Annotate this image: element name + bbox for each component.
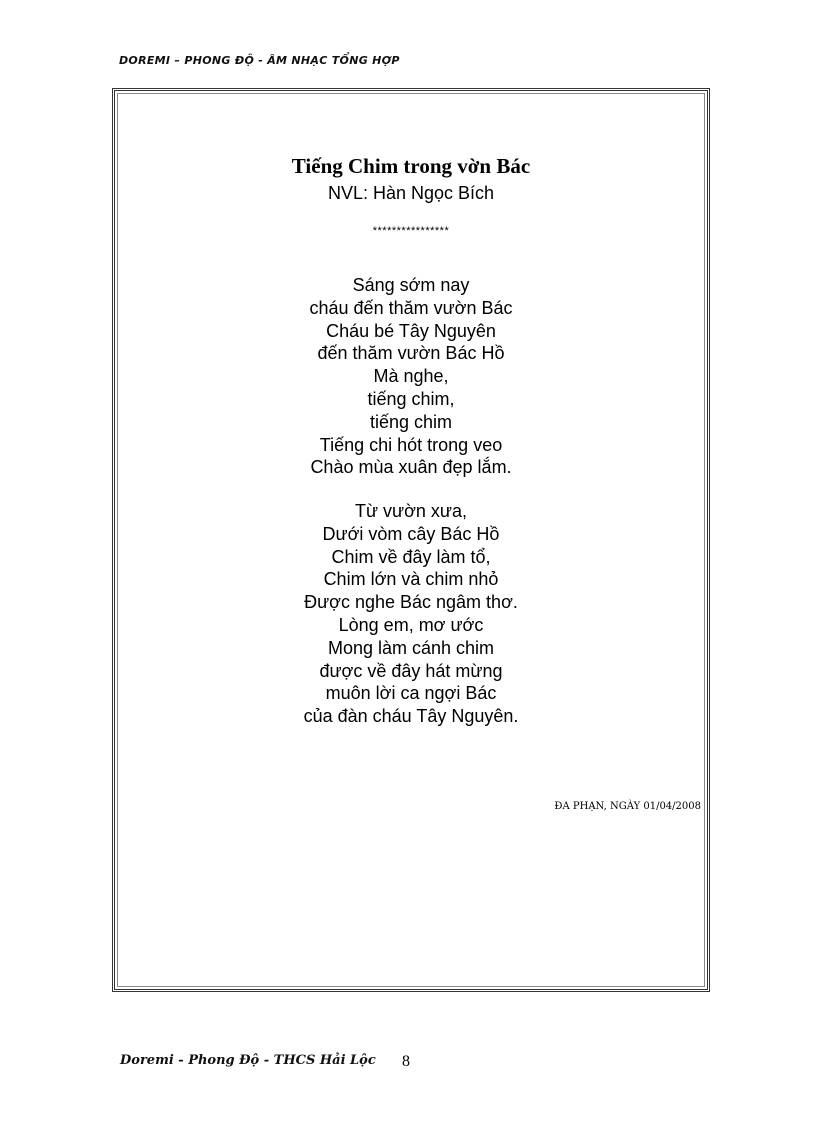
lyric-line: của đàn cháu Tây Nguyên. — [303, 706, 519, 727]
content-frame — [112, 88, 710, 992]
lyric-line: Sáng sớm nay — [352, 275, 470, 295]
lyric-line: được về đây hát mừng — [319, 660, 503, 681]
stanza-1 — [115, 274, 707, 479]
lyric-line: đến thăm vườn Bác Hồ — [317, 343, 505, 364]
lyric-line: Mong làm cánh chim — [327, 637, 495, 658]
page-header: DOREMI – PHONG ĐỘ - ÂM NHẠC TỔNG HỢP — [119, 54, 400, 67]
lyric-line: Cháu bé Tây Nguyên — [326, 320, 496, 341]
lyric-line: Tiếng chi hót trong veo — [319, 434, 503, 455]
lyric-line: Mà nghe, — [373, 366, 449, 387]
lyric-line: Chào mùa xuân đẹp lắm. — [310, 457, 512, 478]
page-number: 8 — [402, 1053, 410, 1070]
lyric-line: tiếng chim, — [367, 388, 455, 409]
lyric-line: tiếng chim — [369, 411, 453, 432]
song-title: Tiếng Chim trong vờn Bác — [291, 154, 531, 178]
lyric-line: Chim về đây làm tổ, — [331, 546, 491, 567]
lyric-line: Dưới vòm cây Bác Hồ — [322, 523, 500, 544]
lyric-line: cháu đến thăm vườn Bác — [309, 297, 513, 318]
lyric-line: muôn lời ca ngợi Bác — [325, 683, 497, 704]
page-footer: Doremi - Phong Độ - THCS Hải Lộc — [120, 1053, 376, 1068]
separator-stars: **************** — [372, 225, 450, 237]
date-line: ĐA PHẠN, NGÀY 01/04/2008 — [554, 801, 701, 812]
lyric-line: Được nghe Bác ngâm thơ. — [304, 592, 518, 613]
stanza-2 — [115, 500, 707, 728]
lyric-line: Chim lớn và chim nhỏ — [323, 569, 499, 590]
lyric-line: Từ vườn xưa, — [355, 501, 467, 521]
song-author: NVL: Hàn Ngọc Bích — [327, 183, 495, 203]
lyric-line: Lòng em, mơ ước — [338, 614, 484, 635]
